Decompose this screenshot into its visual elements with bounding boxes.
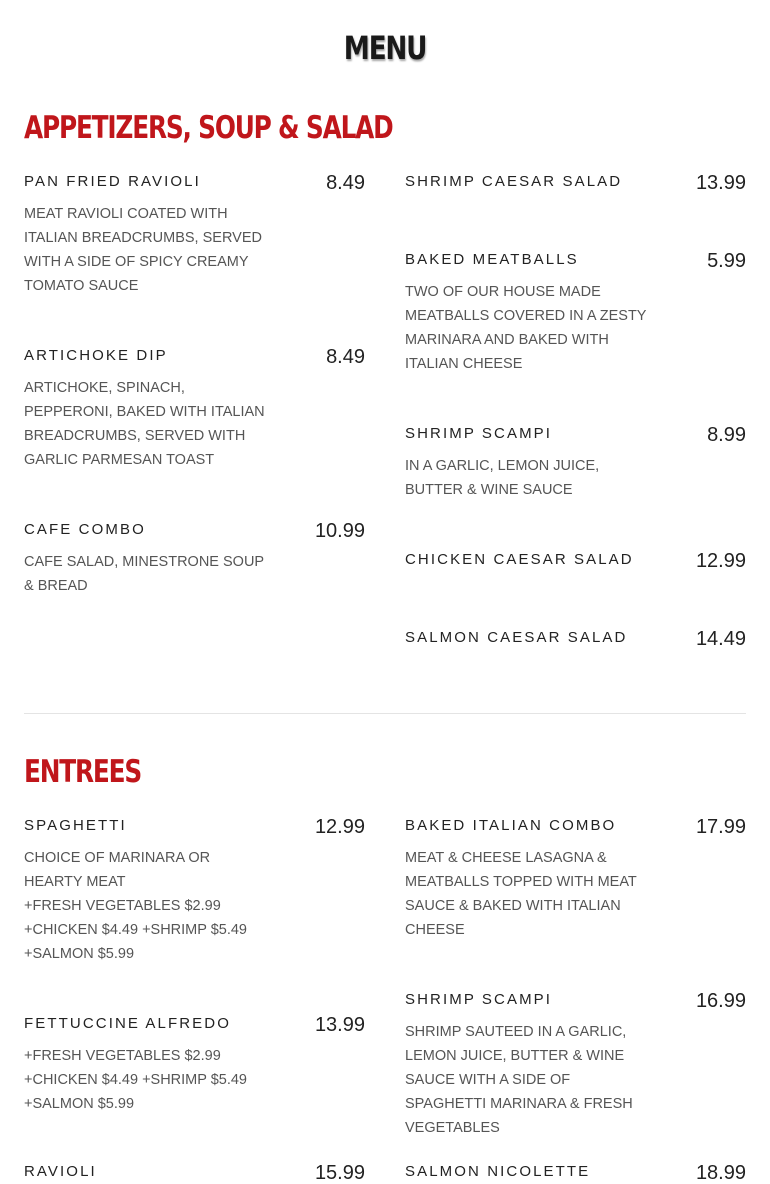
item-description: CHOICE OF MARINARA OR HEARTY MEAT +FRESH VEGETABLES $2.99 +CHICKEN $4.49 +SHRIMP $5.49 +SALMON $5.99 — [24, 850, 247, 962]
item-name: PAN FRIED RAVIOLI — [24, 173, 201, 190]
item-name: SHRIMP CAESAR SALAD — [405, 173, 623, 190]
section-title-appetizers: APPETIZERS, SOUP & SALAD — [24, 110, 393, 146]
item-price: 13.99 — [695, 172, 746, 194]
item-price: 17.99 — [695, 816, 746, 838]
item-name: SPAGHETTI — [24, 817, 127, 834]
item-description: ARTICHOKE, SPINACH, PEPPERONI, BAKED WITH ITALIAN BREADCRUMBS, SERVED WITH GARLIC PARMESAN TOAST — [24, 380, 265, 468]
item-name: SHRIMP SCAMPI — [405, 991, 553, 1008]
item-price: 18.99 — [695, 1162, 746, 1184]
item-price: 15.99 — [314, 1162, 365, 1184]
item-price: 5.99 — [707, 250, 746, 272]
item-name: RAVIOLI — [24, 1163, 97, 1180]
item-price: 10.99 — [314, 520, 365, 542]
item-name: SALMON CAESAR SALAD — [405, 629, 628, 646]
item-description: MEAT RAVIOLI COATED WITH ITALIAN BREADCRUMBS, SERVED WITH A SIDE OF SPICY CREAMY TOMATO SAUCE — [24, 206, 262, 294]
item-price: 12.99 — [314, 816, 365, 838]
item-name: FETTUCCINE ALFREDO — [24, 1015, 231, 1032]
item-description: MEAT & CHEESE LASAGNA & MEATBALLS TOPPED WITH MEAT SAUCE & BAKED WITH ITALIAN CHEESE — [405, 850, 637, 938]
item-name: ARTICHOKE DIP — [24, 347, 168, 364]
item-name: BAKED ITALIAN COMBO — [405, 817, 617, 834]
section-title-entrees: ENTREES — [24, 754, 142, 790]
item-name: BAKED MEATBALLS — [405, 251, 579, 268]
item-name: CHICKEN CAESAR SALAD — [405, 551, 634, 568]
item-description: CAFE SALAD, MINESTRONE SOUP & BREAD — [24, 554, 264, 594]
item-description: TWO OF OUR HOUSE MADE MEATBALLS COVERED IN A ZESTY MARINARA AND BAKED WITH ITALIAN CHEESE — [405, 284, 647, 372]
item-price: 16.99 — [695, 990, 746, 1012]
section-divider — [24, 713, 746, 714]
item-price: 13.99 — [314, 1014, 365, 1036]
item-description: SHRIMP SAUTEED IN A GARLIC, LEMON JUICE, BUTTER & WINE SAUCE WITH A SIDE OF SPAGHETTI MARINARA & FRESH VEGETABLES — [405, 1024, 633, 1136]
item-name: CAFE COMBO — [24, 521, 146, 538]
item-price: 14.49 — [695, 628, 746, 650]
item-price: 8.99 — [707, 424, 746, 446]
item-name: SHRIMP SCAMPI — [405, 425, 553, 442]
item-description: IN A GARLIC, LEMON JUICE, BUTTER & WINE SAUCE — [405, 458, 600, 498]
item-name: SALMON NICOLETTE — [405, 1163, 591, 1180]
page-title: MENU — [343, 29, 427, 67]
item-price: 12.99 — [695, 550, 746, 572]
item-price: 8.49 — [326, 346, 365, 368]
item-description: +FRESH VEGETABLES $2.99 +CHICKEN $4.49 +SHRIMP $5.49 +SALMON $5.99 — [24, 1048, 247, 1112]
item-price: 8.49 — [326, 172, 365, 194]
